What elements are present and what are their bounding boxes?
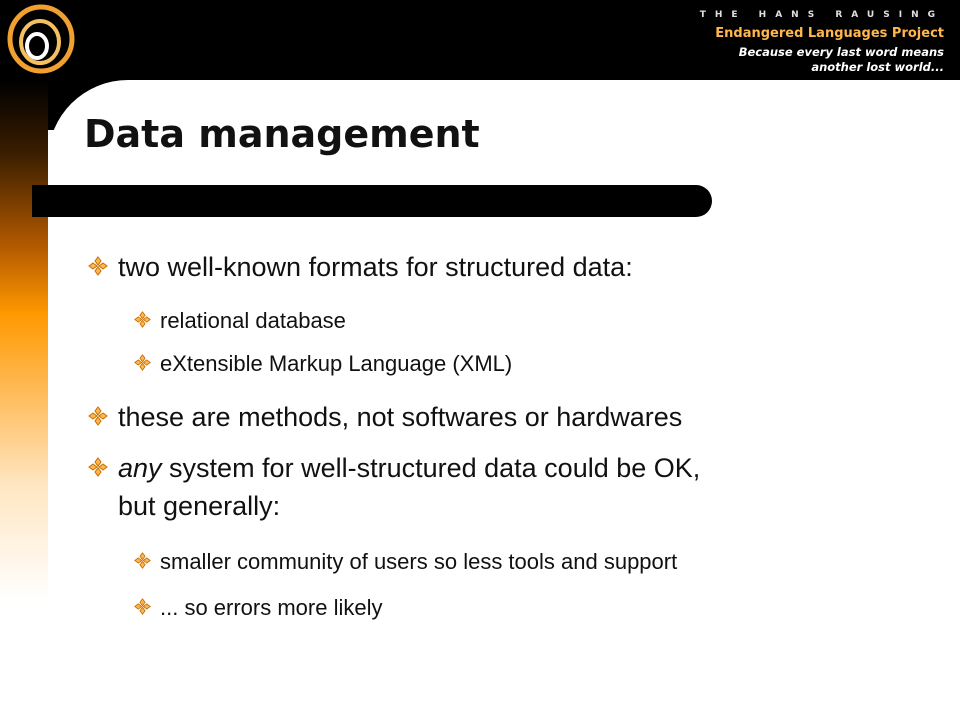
bullet-continuation bbox=[118, 491, 280, 522]
title-underline-bar bbox=[32, 185, 712, 217]
bullet-continuation-text: but generally: bbox=[118, 491, 281, 521]
bullet-emphasis: any bbox=[118, 453, 162, 483]
bullet-text: ... so errors more likely bbox=[160, 595, 383, 620]
content-panel bbox=[48, 80, 960, 720]
bullet-text: two well-known formats for structured data: bbox=[118, 252, 633, 282]
bullet-text: eXtensible Markup Language (XML) bbox=[160, 351, 513, 376]
header-org-top: THE HANS RAUSING bbox=[699, 10, 944, 20]
header-org-name: Endangered Languages Project bbox=[715, 26, 944, 41]
bullet-text: smaller community of users so less tools and support bbox=[160, 549, 678, 574]
header-tagline-line1: Because every last word means bbox=[738, 45, 944, 59]
four-diamond-bullet-icon bbox=[134, 552, 151, 569]
bullet-text-main: system for well-structured data could be OK, bbox=[161, 453, 701, 483]
left-gradient-strip bbox=[0, 80, 48, 600]
four-diamond-bullet-icon bbox=[88, 406, 108, 426]
four-diamond-bullet-icon bbox=[88, 457, 108, 477]
bullet-text bbox=[118, 453, 700, 484]
page-title: Data management bbox=[84, 112, 480, 156]
header-tagline-line2: another lost world... bbox=[811, 60, 944, 74]
bullet-text: relational database bbox=[160, 308, 346, 333]
four-diamond-bullet-icon bbox=[134, 598, 151, 615]
four-diamond-bullet-icon bbox=[134, 311, 151, 328]
four-diamond-bullet-icon bbox=[134, 354, 151, 371]
four-diamond-bullet-icon bbox=[88, 256, 108, 276]
bullet-text: these are methods, not softwares or hardwares bbox=[118, 402, 683, 432]
spiral-logo-icon bbox=[6, 4, 76, 74]
